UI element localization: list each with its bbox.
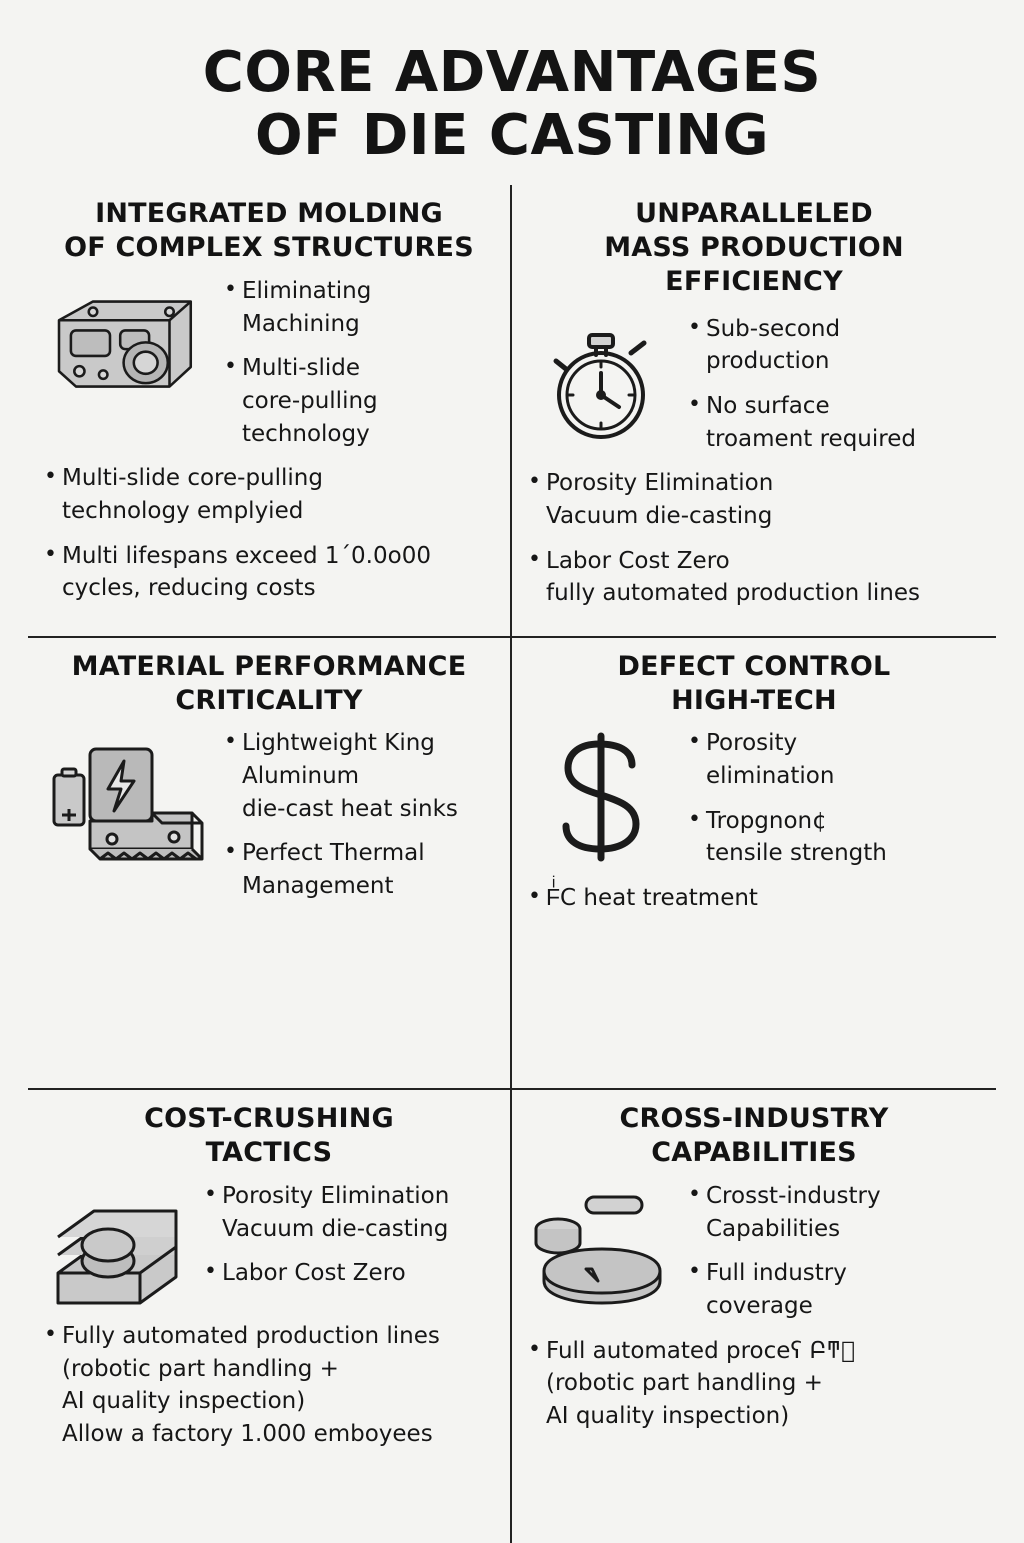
bullet-sub: elimination: [706, 763, 835, 790]
card-mass-production: [512, 185, 996, 638]
bullet-main: Multi lifespans exceed 1´0.0o00: [62, 542, 431, 569]
card-title-line-2: HIGH-TECH: [671, 684, 837, 716]
bullet-sub2: die-cast heat sinks: [242, 795, 458, 822]
page-title: [28, 42, 996, 167]
bullet-main: Tropgnon¢: [706, 807, 827, 834]
engine-block-casting-icon: [42, 275, 212, 425]
card-body: [42, 727, 496, 914]
bullet-sub: troament required: [706, 425, 916, 452]
bullet-main: Fully automated production lines: [62, 1322, 440, 1349]
list-item: [526, 1335, 982, 1433]
bullet-sub: technology emplyied: [62, 497, 304, 524]
card-title: [42, 650, 496, 718]
bullet-sub: (robotic part handling +: [62, 1355, 339, 1382]
card-side-bullets: [222, 275, 496, 462]
card-bottom-bullets: [42, 462, 496, 617]
card-title-line-1: COST-CRUSHING: [144, 1103, 394, 1135]
card-title-line-1: CROSS-INDUSTRY: [619, 1103, 889, 1135]
card-title-line-3: EFFICIENCY: [665, 265, 843, 297]
list-item: [222, 727, 496, 825]
bullet-sub: fully automated production lines: [546, 580, 921, 607]
card-side-bullets: [202, 1180, 496, 1302]
bullet-main: Labor Cost Zero: [222, 1260, 406, 1287]
card-side-bullets: [222, 727, 496, 914]
list-item: [222, 837, 496, 902]
list-item: [222, 352, 496, 450]
bullet-sub3: Allow a factory 1.000 emboyees: [62, 1420, 433, 1447]
card-body: [526, 313, 982, 468]
bullet-main: No surface: [706, 393, 830, 419]
bullet-sub: Management: [242, 873, 394, 900]
list-item: [686, 313, 982, 378]
card-integrated-molding: [28, 185, 512, 638]
list-item: [686, 805, 982, 870]
card-bottom-bullets: [42, 1320, 496, 1463]
bullet-main: FͥC heat treatment: [546, 885, 758, 912]
battery-heatsink-icon: [42, 727, 212, 877]
card-title-line-2: CAPABILITIES: [651, 1137, 857, 1169]
page-title-line-1: CORE ADVANTAGES: [202, 40, 822, 105]
bullet-main: Lightweight King: [242, 730, 435, 757]
card-bottom-bullets: [526, 882, 982, 927]
bullet-sub: Vacuum die-casting: [546, 502, 773, 529]
list-item: [202, 1257, 496, 1290]
machined-parts-icon: [526, 1180, 676, 1320]
card-title-line-2: MASS PRODUCTION: [604, 232, 904, 264]
card-title: [526, 1102, 982, 1170]
stopwatch-icon: [526, 313, 676, 453]
bullet-main: Perfect Thermal: [242, 840, 425, 867]
page-title-line-2: OF DIE CASTING: [254, 102, 770, 168]
list-item: [686, 1257, 982, 1322]
card-side-bullets: [686, 1180, 982, 1335]
bullet-sub2: technology: [242, 420, 370, 447]
stacked-plates-icon: [42, 1180, 192, 1320]
bullet-main: Porosity Elimination: [546, 470, 774, 497]
list-item: [686, 727, 982, 792]
bullet-sub: cycles, reducing costs: [62, 575, 316, 602]
dollar-sign-icon: [526, 727, 676, 867]
card-title-line-2: TACTICS: [205, 1137, 333, 1169]
card-cost-crushing: [28, 1090, 512, 1543]
list-item: [686, 1180, 982, 1245]
list-item: [42, 540, 496, 605]
card-side-bullets: [686, 313, 982, 468]
advantages-grid: [28, 185, 996, 1543]
list-item: [202, 1180, 496, 1245]
card-title: [526, 650, 982, 718]
card-title: [526, 197, 982, 298]
bullet-main: Sub-second: [706, 315, 841, 342]
bullet-sub2: AI quality inspection): [546, 1402, 790, 1429]
list-item: [42, 462, 496, 527]
list-item: [526, 545, 982, 610]
bullet-sub: coverage: [706, 1292, 813, 1319]
bullet-sub2: AI quality inspection): [62, 1388, 306, 1415]
bullet-main: Porosity Elimination: [222, 1182, 450, 1209]
card-title-line-1: INTEGRATED MOLDING: [95, 198, 443, 230]
bullet-main: Crosst-industry: [706, 1182, 881, 1209]
bullet-sub: Aluminum: [242, 763, 360, 790]
card-body: [526, 727, 982, 882]
bullet-main: Labor Cost Zero: [546, 547, 730, 574]
card-title: [42, 1102, 496, 1170]
card-material-performance: [28, 638, 512, 1091]
list-item: [686, 390, 982, 455]
bullet-main: Multi-slide: [242, 355, 361, 382]
bullet-sub: production: [706, 348, 830, 375]
card-title: [42, 197, 496, 265]
bullet-sub: Capabilities: [706, 1215, 841, 1242]
card-title-line-1: MATERIAL PERFORMANCE: [71, 650, 467, 682]
card-bottom-bullets: [526, 1335, 982, 1445]
bullet-sub: Vacuum die-casting: [222, 1215, 449, 1242]
bullet-main: Full industry: [706, 1260, 847, 1287]
card-title-line-2: OF COMPLEX STRUCTURES: [64, 232, 474, 264]
bullet-main: Multi-slide core-pulling: [62, 465, 323, 492]
list-item: [42, 1320, 496, 1451]
card-side-bullets: [686, 727, 982, 882]
bullet-main: Eliminating: [242, 277, 372, 304]
card-title-line-2: CRITICALITY: [175, 684, 363, 716]
bullet-main: Porosity: [706, 730, 798, 757]
card-title-line-1: DEFECT CONTROL: [617, 650, 891, 682]
bullet-main: Full automated proceʕ Բͳͥ: [546, 1337, 855, 1364]
card-defect-control: [512, 638, 996, 1091]
card-body: [42, 1180, 496, 1320]
bullet-sub: core-pulling: [242, 387, 378, 414]
card-title-line-1: UNPARALLELED: [635, 198, 873, 230]
list-item: [222, 275, 496, 340]
card-body: [526, 1180, 982, 1335]
bullet-sub: tensile strength: [706, 840, 887, 867]
card-bottom-bullets: [526, 467, 982, 622]
card-cross-industry: [512, 1090, 996, 1543]
card-body: [42, 275, 496, 462]
bullet-sub: (robotic part handling +: [546, 1370, 823, 1397]
list-item: [526, 882, 982, 915]
bullet-sub: Machining: [242, 310, 360, 337]
list-item: [526, 467, 982, 532]
